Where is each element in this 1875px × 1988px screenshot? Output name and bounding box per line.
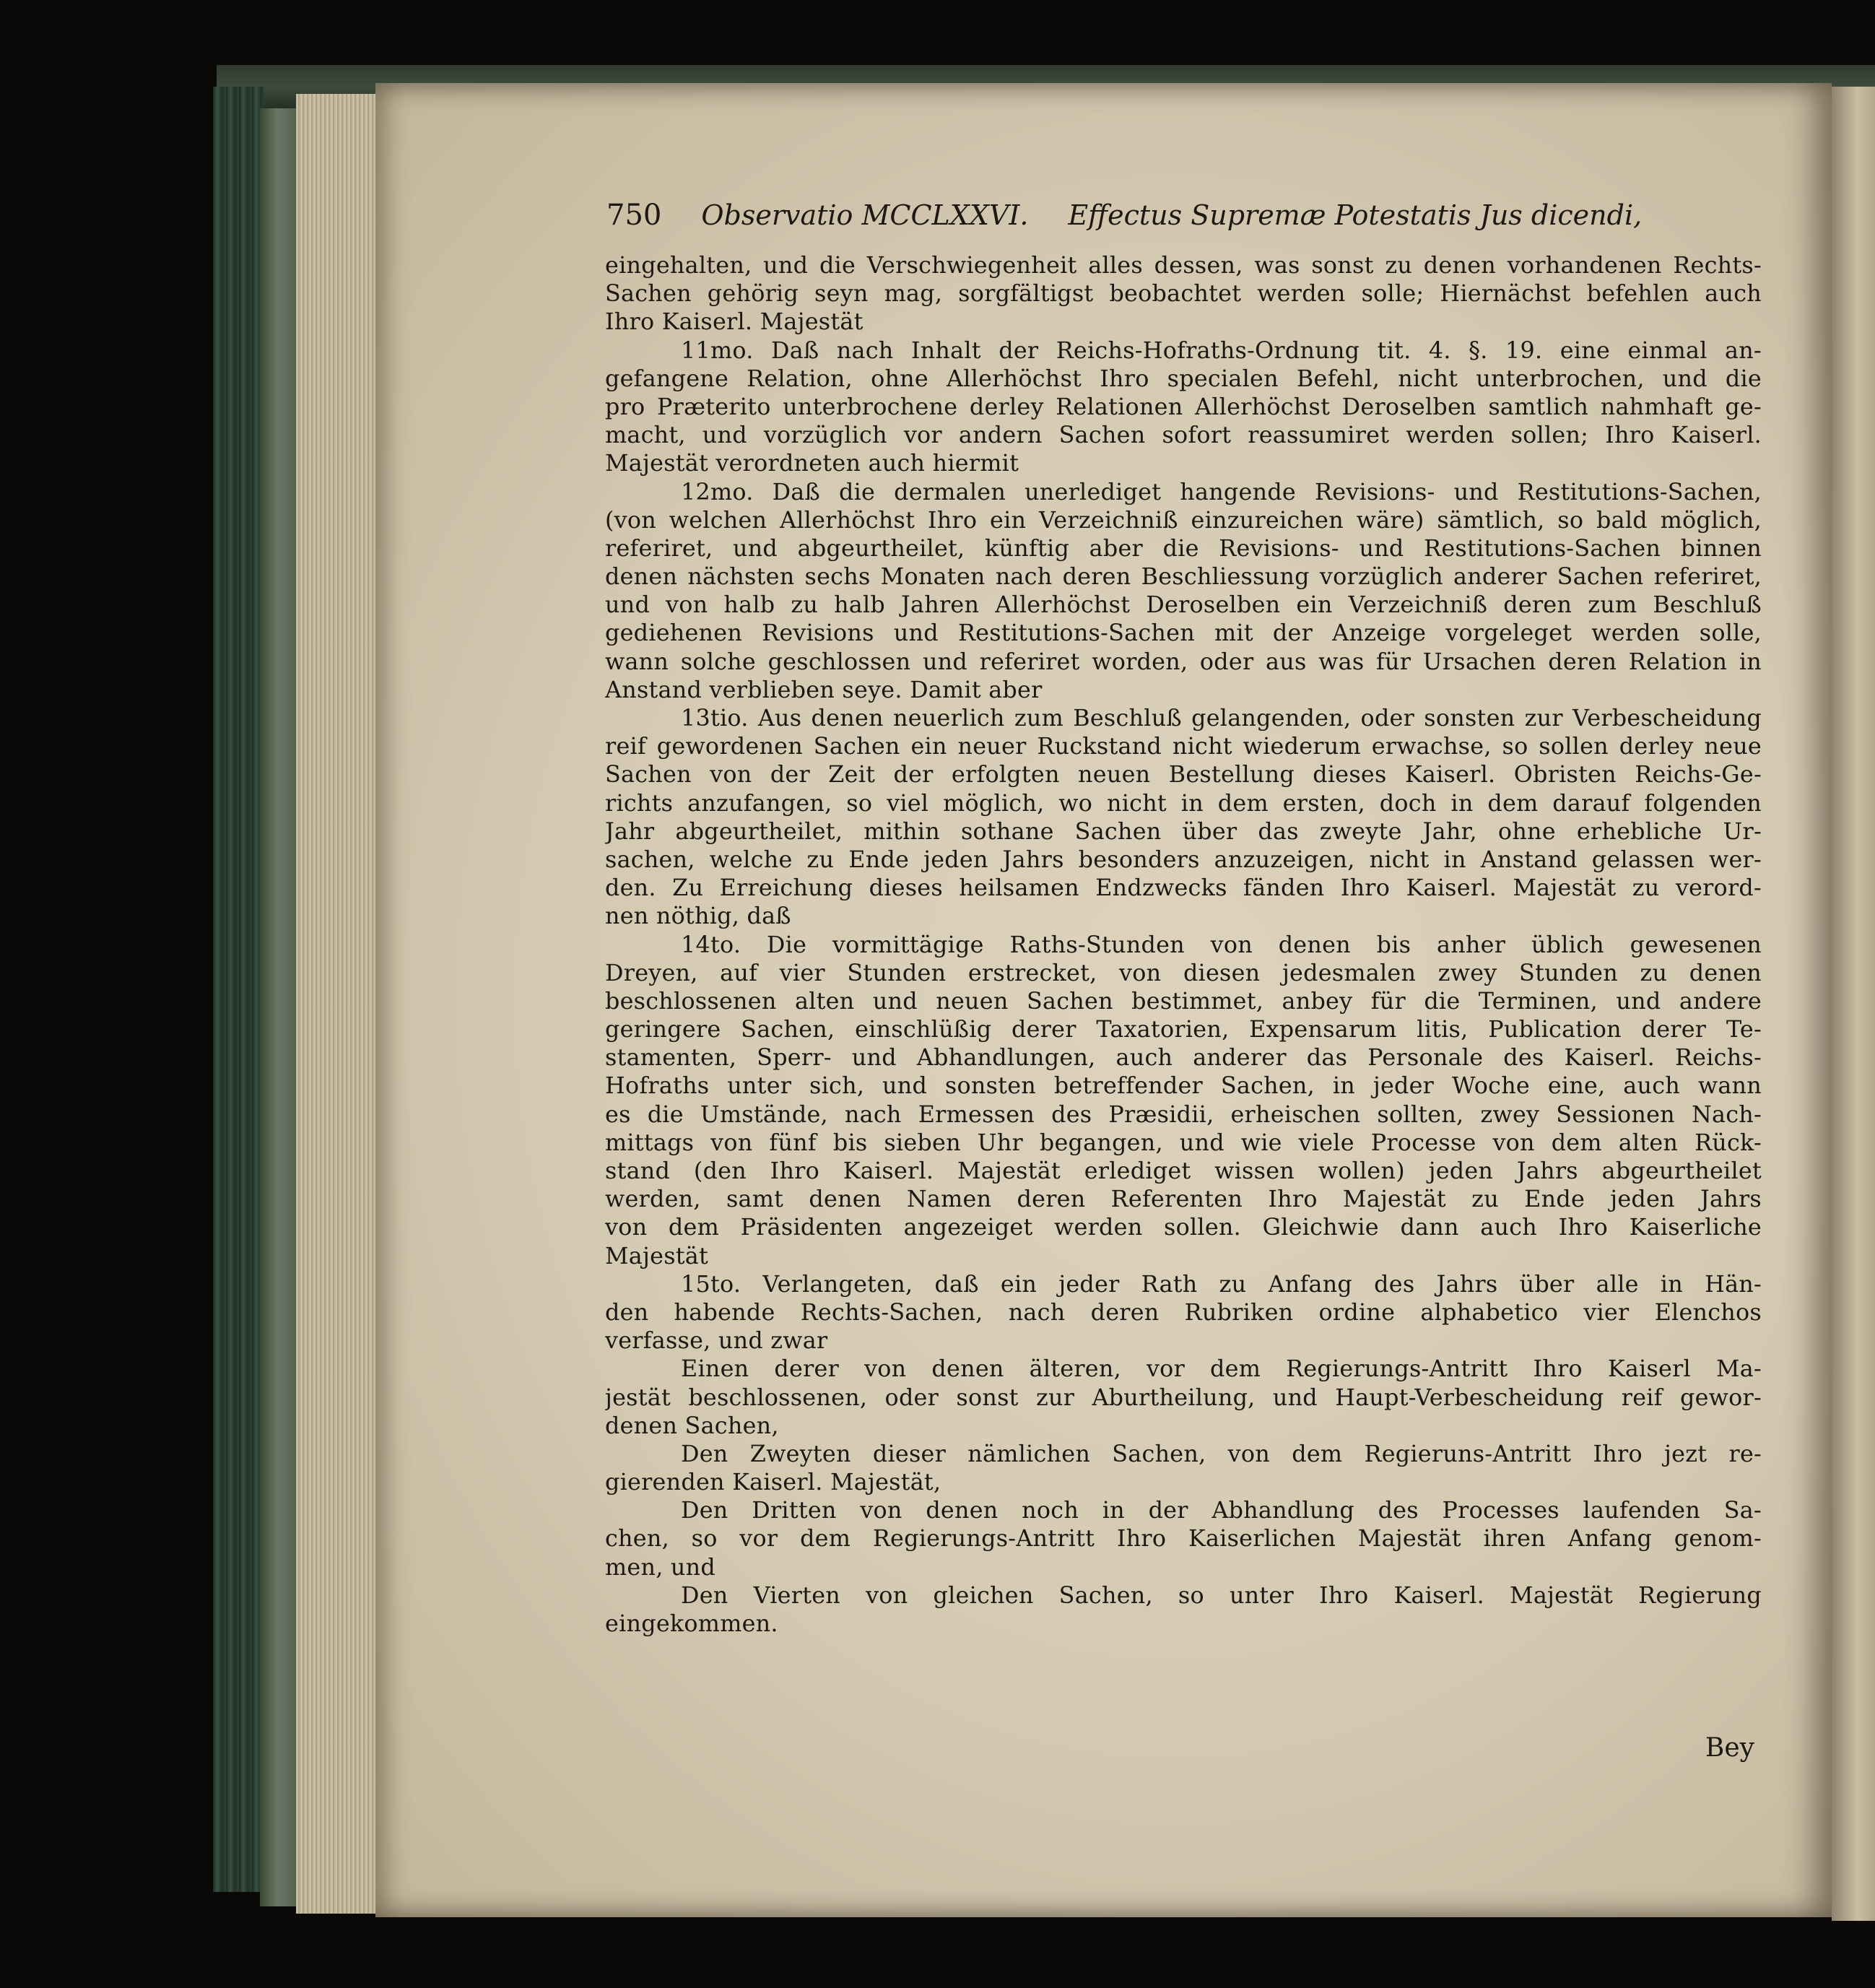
text-line: 13tio. Aus denen neuerlich zum Beschluß gelangenden, oder sonsten zur Verbescheidung (681, 705, 1762, 732)
text-line: gefangene Relation, ohne Allerhöchst Ihro specialen Befehl, nicht unterbrochen, und die (605, 365, 1762, 392)
text-line: eingekommen. (605, 1610, 778, 1637)
text-line: 11mo. Daß nach Inhalt der Reichs-Hofraths-Ordnung tit. 4. §. 19. eine einmal an- (681, 337, 1762, 364)
text-line: chen, so vor dem Regierungs-Antritt Ihro Kaiserlichen Majestät ihren Anfang genom- (605, 1525, 1762, 1553)
text-line: Sachen gehörig seyn mag, sorgfältigst beobachtet werden solle; Hiernächst befehlen auch (605, 280, 1762, 308)
facing-page-edge (1832, 87, 1875, 1921)
text-line: den habende Rechts-Sachen, nach deren Rubriken ordine alphabetico vier Elenchos (605, 1298, 1762, 1326)
text-line: geringere Sachen, einschlüßig derer Taxatorien, Expensarum litis, Publication derer Te- (605, 1016, 1762, 1043)
page-number: 750 (606, 199, 662, 232)
text-line: werden, samt denen Namen deren Referenten Ihro Majestät zu Ende jeden Jahrs (605, 1186, 1762, 1213)
effectus-title: Effectus Supremæ Potestatis Jus dicendi, (1068, 199, 1643, 231)
text-line: Ihro Kaiserl. Majestät (605, 308, 863, 336)
text-line: gierenden Kaiserl. Majestät, (605, 1469, 941, 1496)
text-line: den. Zu Erreichung dieses heilsamen Endzwecks fänden Ihro Kaiserl. Majestät zu verord- (605, 874, 1762, 902)
text-line: Dreyen, auf vier Stunden erstrecket, von diesen jedesmalen zwey Stunden zu denen (605, 959, 1762, 986)
text-line: es die Umstände, nach Ermessen des Præsidii, erheischen sollten, zwey Sessionen Nach- (605, 1101, 1762, 1128)
text-line: beschlossenen alten und neuen Sachen bestimmet, anbey für die Terminen, und andere (605, 987, 1762, 1015)
text-line: 12mo. Daß die dermalen unerlediget hangende Revisions- und Restitutions-Sachen, (681, 478, 1762, 505)
text-line: pro Præterito unterbrochene derley Relationen Allerhöchst Deroselben samtlich nahmhaft ge- (605, 393, 1762, 420)
text-line: Einen derer von denen älteren, vor dem Regierungs-Antritt Ihro Kaiserl Ma- (681, 1355, 1762, 1383)
text-line: mittags von fünf bis sieben Uhr begangen, und wie viele Processe von dem alten Rück- (605, 1129, 1762, 1156)
text-line: Majestät (605, 1242, 709, 1269)
text-line: nen nöthig, daß (605, 903, 791, 930)
catchword: Bey (1705, 1733, 1754, 1763)
text-line: Den Zweyten dieser nämlichen Sachen, von dem Regieruns-Antritt Ihro jezt re- (681, 1440, 1762, 1467)
text-line: wann solche geschlossen und referiret worden, oder aus was für Ursachen deren Relation in (605, 648, 1762, 675)
text-line: 14to. Die vormittägige Raths-Stunden von denen bis anher üblich gewesenen (681, 931, 1762, 958)
observatio-title: Observatio MCCLXXVI. (701, 199, 1029, 231)
body-text (605, 251, 1762, 1638)
text-line: Den Vierten von gleichen Sachen, so unter Ihro Kaiserl. Majestät Regierung (681, 1581, 1762, 1609)
text-line: macht, und vorzüglich vor andern Sachen sofort reassumiret werden sollen; Ihro Kaiserl. (605, 422, 1762, 449)
text-line: sachen, welche zu Ende jeden Jahrs besonders anzuzeigen, nicht in Anstand gelassen wer- (605, 846, 1762, 873)
text-line: von dem Präsidenten angezeiget werden sollen. Gleichwie dann auch Ihro Kaiserliche (605, 1214, 1762, 1241)
text-line: stamenten, Sperr- und Abhandlungen, auch anderer das Personale des Kaiserl. Reichs- (605, 1044, 1762, 1072)
text-line: und von halb zu halb Jahren Allerhöchst Deroselben ein Verzeichniß deren zum Beschluß (605, 591, 1762, 619)
text-line: Anstand verblieben seye. Damit aber (605, 676, 1043, 703)
text-line: Majestät verordneten auch hiermit (605, 450, 1019, 477)
text-line: 15to. Verlangeten, daß ein jeder Rath zu Anfang des Jahrs über alle in Hän- (681, 1270, 1762, 1298)
text-line: stand (den Ihro Kaiserl. Majestät erlediget wissen wollen) jeden Jahrs abgeurtheilet (605, 1158, 1762, 1184)
text-line: eingehalten, und die Verschwiegenheit alles dessen, was sonst zu denen vorhandenen Rechts- (605, 252, 1762, 279)
page-edges (296, 94, 383, 1914)
running-head (606, 199, 1762, 242)
text-line: Den Dritten von denen noch in der Abhandlung des Processes laufenden Sa- (681, 1497, 1762, 1524)
text-line: referiret, und abgeurtheilet, künftig aber die Revisions- und Restitutions-Sachen binnen (605, 534, 1762, 562)
text-line: denen nächsten sechs Monaten nach deren Beschliessung vorzüglich anderer Sachen referiret, (605, 563, 1762, 591)
book-spine (213, 87, 264, 1892)
text-line: jestät beschlossenen, oder sonst zur Aburtheilung, und Haupt-Verbescheidung reif gewor- (605, 1384, 1762, 1411)
text-line: reif gewordenen Sachen ein neuer Ruckstand nicht wiederum erwachse, so sollen derley neue (605, 733, 1762, 760)
text-line: Hofraths unter sich, und sonsten betreffender Sachen, in jeder Woche eine, auch wann (605, 1072, 1762, 1100)
text-line: richts anzufangen, so viel möglich, wo nicht in dem ersten, doch in dem darauf folgenden (605, 789, 1762, 817)
text-line: men, und (605, 1553, 715, 1581)
text-line: verfasse, und zwar (605, 1327, 828, 1355)
text-line: denen Sachen, (605, 1412, 779, 1439)
text-line: Jahr abgeurtheilet, mithin sothane Sachen über das zweyte Jahr, ohne erhebliche Ur- (605, 817, 1762, 845)
text-line: Sachen von der Zeit der erfolgten neuen Bestellung dieses Kaiserl. Obristen Reichs-Ge- (605, 761, 1762, 789)
text-line: gediehenen Revisions und Restitutions-Sachen mit der Anzeige vorgeleget werden solle, (605, 620, 1762, 647)
text-line: (von welchen Allerhöchst Ihro ein Verzeichniß einzureichen wäre) sämtlich, so bald möglich, (605, 506, 1762, 534)
